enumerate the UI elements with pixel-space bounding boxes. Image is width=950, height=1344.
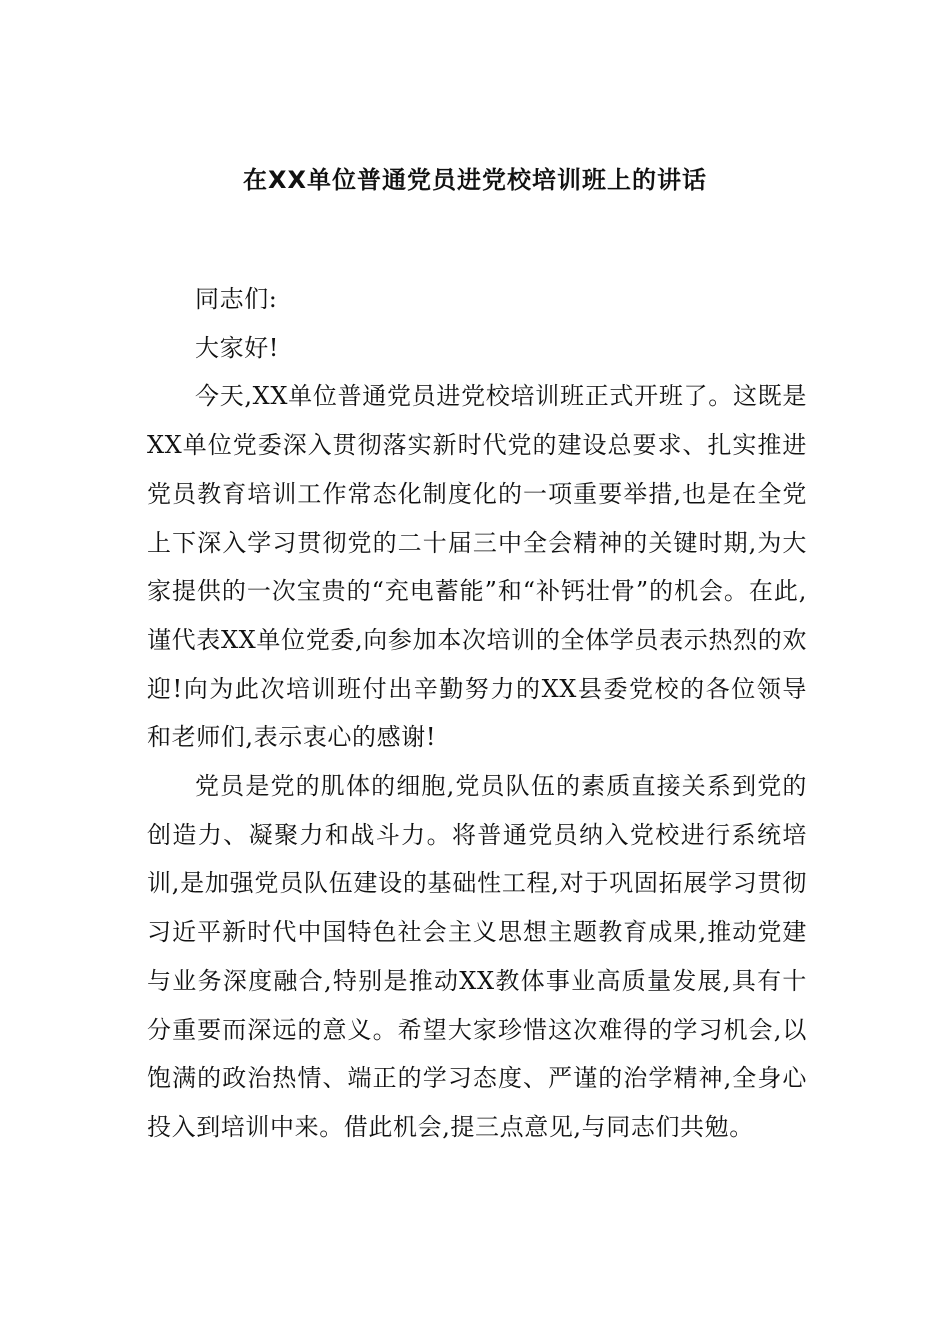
document-title: 在XX单位普通党员进党校培训班上的讲话 xyxy=(242,166,707,194)
paragraph-significance: 党员是党的肌体的细胞,党员队伍的素质直接关系到党的创造力、凝聚力和战斗力。将普通党员纳入党校进行系统培训,是加强党员队伍建设的基础性工程,对于巩固拓展学习贯彻习近平新时代中国特色社会主义思想主题教育成果,推动党建与业务深度融合,特别是推动XX教体事业高质量发展,具有十分重要而深远的意义。希望大家珍惜这次难得的学习机会,以饱满的政治热情、端正的学习态度、严谨的治学精神,全身心投入到培训中来。借此机会,提三点意见,与同志们共勉。 xyxy=(147,772,807,1141)
paragraph-opening: 今天,XX单位普通党员进党校培训班正式开班了。这既是XX单位党委深入贯彻落实新时代党的建设总要求、扎实推进党员教育培训工作常态化制度化的一项重要举措,也是在全党上下深入学习贯彻党的二十届三中全会精神的关键时期,为大家提供的一次宝贵的“充电蓄能”和“补钙壮骨”的机会。在此,谨代表XX单位党委,向参加本次培训的全体学员表示热烈的欢迎!向为此次培训班付出辛勤努力的XX县委党校的各位领导和老师们,表示衷心的感谢! xyxy=(147,382,807,752)
document-body xyxy=(147,275,807,1152)
salutation: 同志们: xyxy=(195,285,278,313)
greeting: 大家好! xyxy=(195,333,280,362)
